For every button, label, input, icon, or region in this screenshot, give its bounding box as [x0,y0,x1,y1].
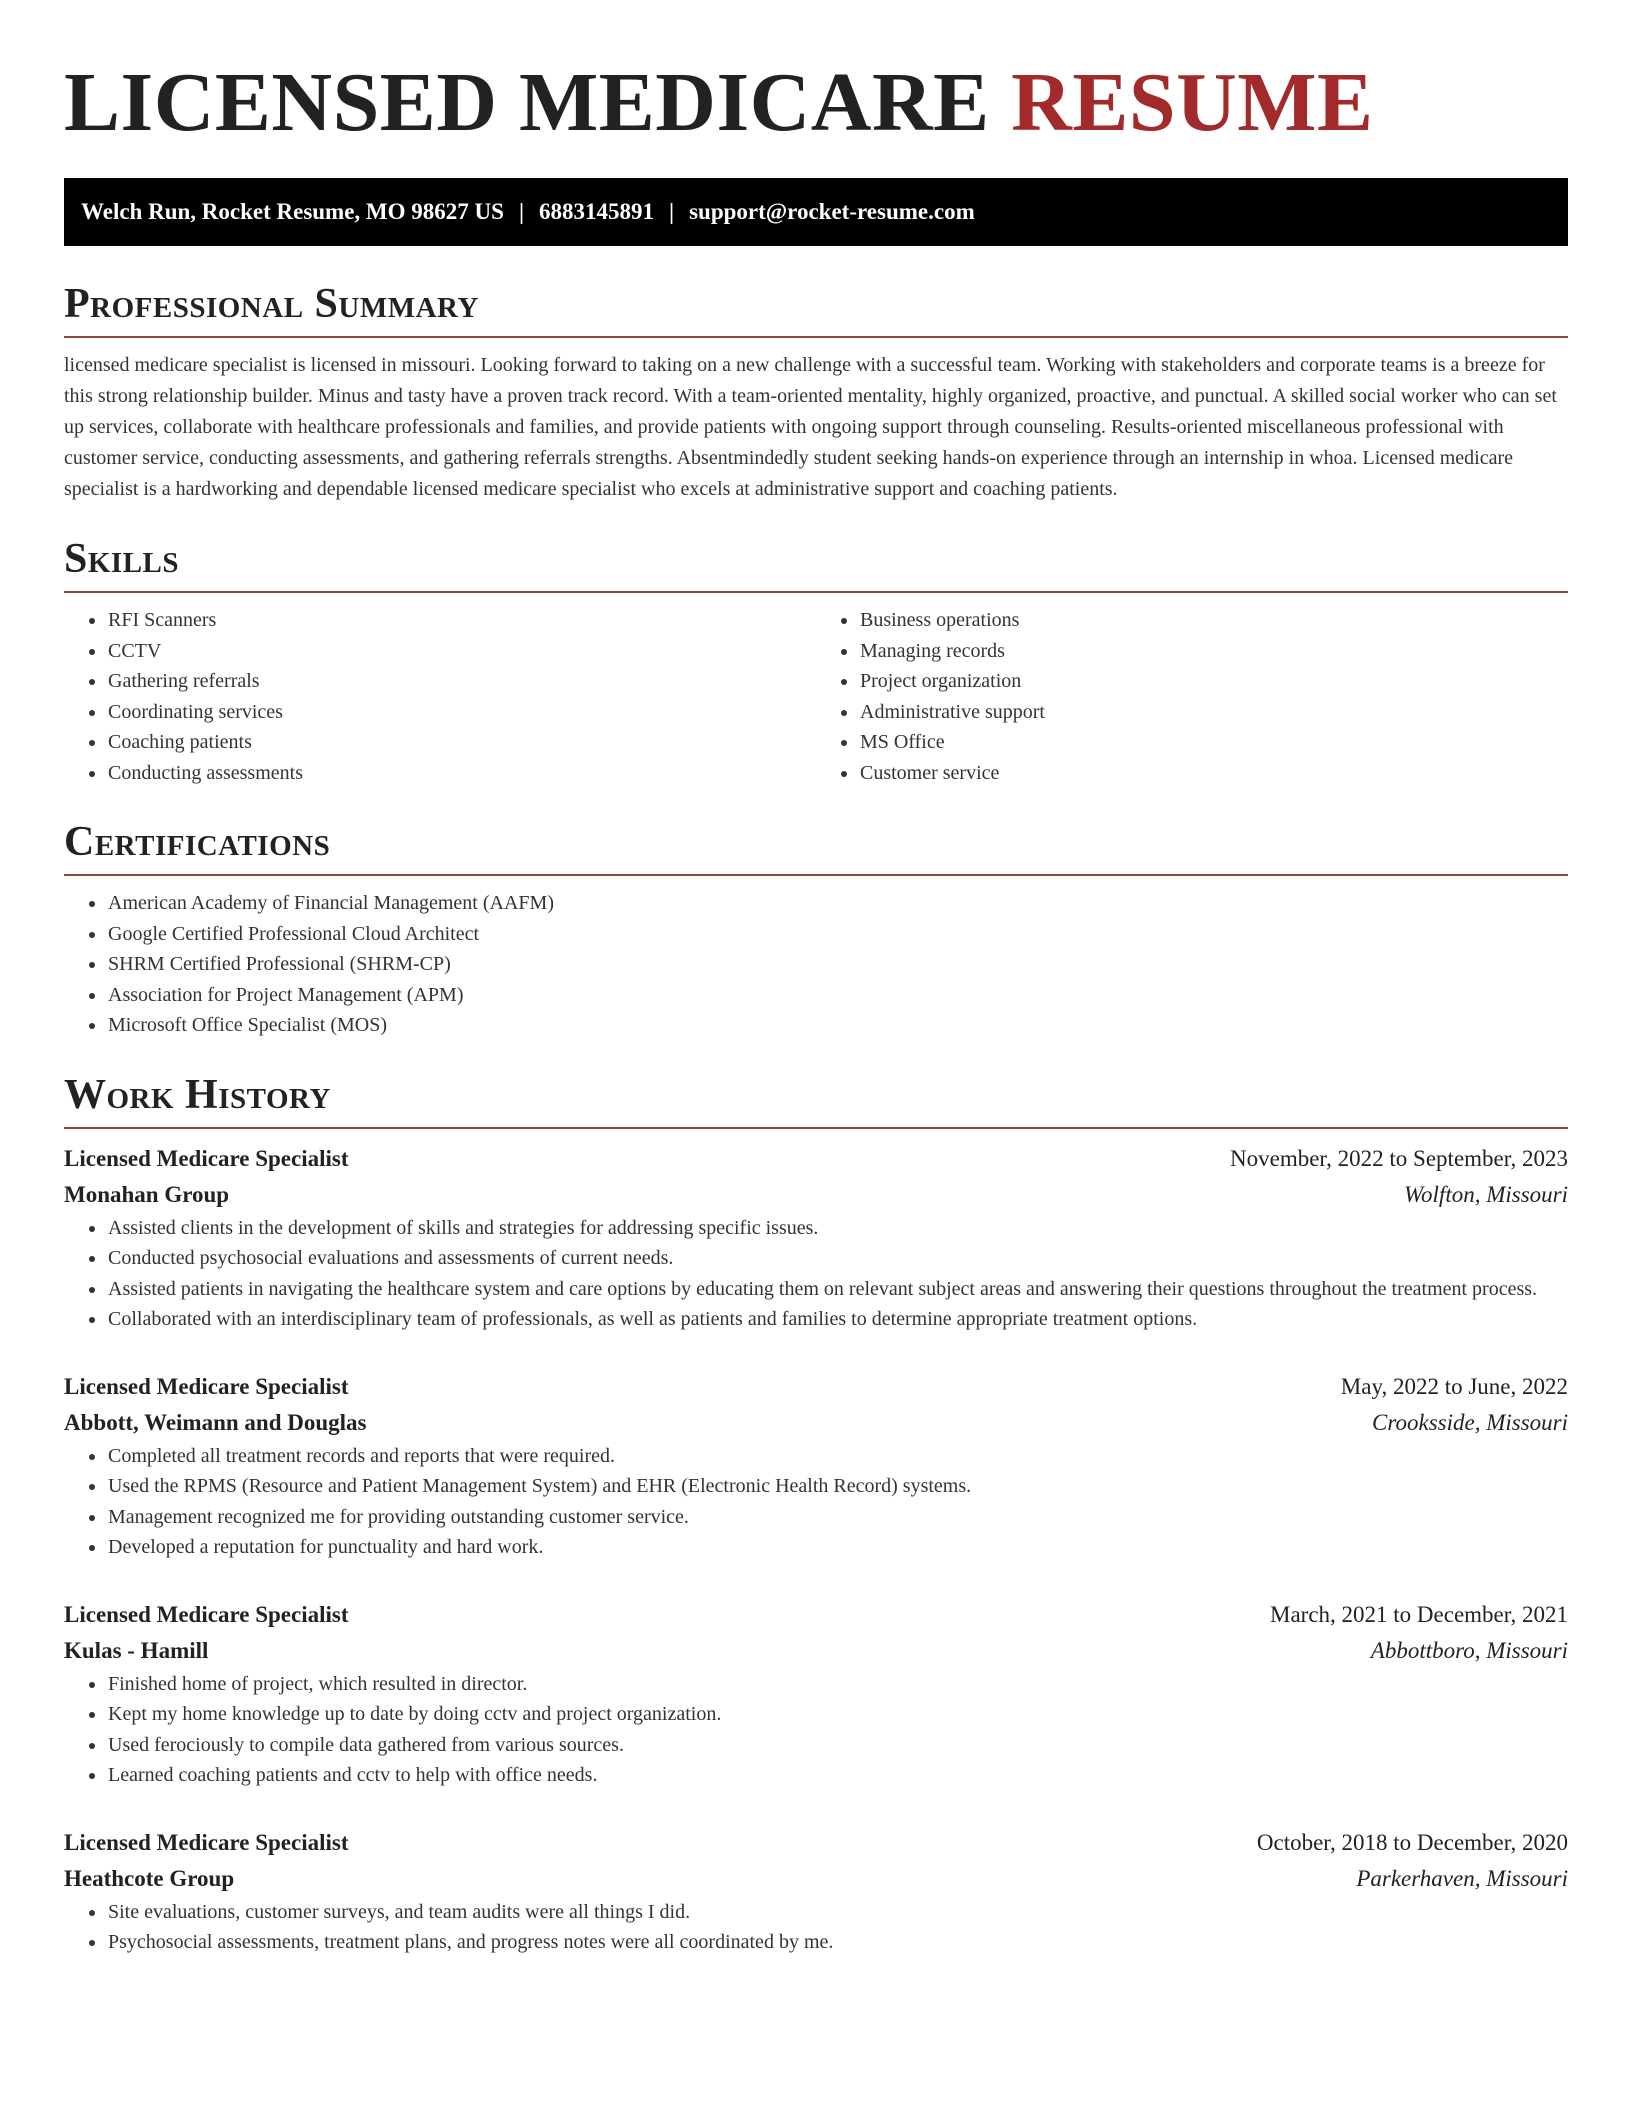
title-accent: RESUME [1011,56,1374,149]
certifications-heading: Certifications [64,819,331,865]
skill-item: • MS Office [859,727,1568,758]
skill-item: • Coordinating services [107,697,816,728]
job-company: Heathcote Group [64,1865,235,1891]
skills-section [64,535,1568,788]
job-entry [64,1369,1568,1563]
job-header [64,1597,1568,1633]
job-subheader [64,1177,1568,1213]
job-entry [64,1825,1568,1958]
job-bullet: • Developed a reputation for punctuality and hard work. [107,1532,1568,1563]
job-bullet: • Used the RPMS (Resource and Patient Management System) and EHR (Electronic Health Record) systems. [107,1471,1568,1502]
work-history-section [64,1071,1568,1958]
skill-item: • CCTV [107,636,816,667]
section-divider [64,874,1568,876]
skill-item: • Gathering referrals [107,666,816,697]
certification-item: • Association for Project Management (APM) [107,980,1568,1011]
job-location: Abbottboro, Missouri [1370,1637,1568,1663]
job-dates: May, 2022 to June, 2022 [1340,1373,1568,1399]
summary-section [64,280,1568,505]
skill-item: • Project organization [859,666,1568,697]
job-header [64,1141,1568,1177]
skill-item: • RFI Scanners [107,605,816,636]
certification-item: • SHRM Certified Professional (SHRM-CP) [107,949,1568,980]
contact-separator: | [518,199,525,224]
contact-bar [64,178,1568,246]
skills-list-right [816,605,1568,788]
contact-phone[interactable]: 6883145891 [539,199,655,224]
resume-title [64,0,1568,151]
certifications-list [64,888,1568,1041]
certification-item: • Microsoft Office Specialist (MOS) [107,1010,1568,1041]
skill-item: • Business operations [859,605,1568,636]
job-location: Crooksside, Missouri [1372,1409,1568,1435]
job-header [64,1369,1568,1405]
job-dates: November, 2022 to September, 2023 [1230,1145,1568,1171]
job-subheader [64,1861,1568,1897]
job-bullet: • Completed all treatment records and reports that were required. [107,1441,1568,1472]
job-bullet: • Assisted clients in the development of skills and strategies for addressing specific issues. [107,1213,1568,1244]
skill-item: • Coaching patients [107,727,816,758]
work-history-heading: Work History [64,1071,331,1118]
job-subheader [64,1633,1568,1669]
job-bullets [64,1441,1568,1563]
job-entry [64,1141,1568,1335]
job-bullet: • Learned coaching patients and cctv to help with office needs. [107,1760,1568,1791]
skill-item: • Administrative support [859,697,1568,728]
section-divider [64,336,1568,338]
job-location: Wolfton, Missouri [1403,1181,1568,1207]
job-bullet: • Finished home of project, which resulted in director. [107,1669,1568,1700]
contact-address: Welch Run, Rocket Resume, MO 98627 US [81,199,504,224]
job-entry [64,1597,1568,1791]
contact-separator: | [669,199,675,224]
job-subheader [64,1405,1568,1441]
job-role: Licensed Medicare Specialist [64,1373,349,1399]
job-bullet: • Management recognized me for providing outstanding customer service. [107,1502,1568,1533]
job-bullets [64,1213,1568,1335]
summary-heading: Professional Summary [64,281,479,327]
job-bullet: • Assisted patients in navigating the healthcare system and care options by educating them on relevant subject areas and answering their questions throughout the treatment process. [107,1274,1568,1305]
job-dates: October, 2018 to December, 2020 [1256,1829,1568,1855]
job-bullet: • Used ferociously to compile data gathered from various sources. [107,1730,1568,1761]
job-role: Licensed Medicare Specialist [64,1829,349,1855]
summary-text: licensed medicare specialist is licensed in missouri. Looking forward to taking on a new challenge with a successful team. Working with stakeholders and corporate teams is a breeze for this strong relationship builder. Minus and tasty have a proven track record. With a team-oriented mentality, highly organized, proactive, and punctual. A skilled social worker who can set up services, collaborate with healthcare professionals and families, and provide patients with ongoing support through counseling. Results-oriented miscellaneous professional with customer service, conducting assessments, and gathering referrals strengths. Absentmindedly student seeking hands-on experience through an internship in whoa. Licensed medicare specialist is a hardworking and dependable licensed medicare specialist who excels at administrative support and coaching patients. [64,354,1557,500]
skills-heading: Skills [64,536,180,582]
job-bullets [64,1897,1568,1958]
contact-email[interactable]: support@rocket-resume.com [689,199,975,224]
job-bullet: • Site evaluations, customer surveys, and team audits were all things I did. [107,1897,1568,1928]
job-role: Licensed Medicare Specialist [64,1601,349,1627]
job-dates: March, 2021 to December, 2021 [1270,1601,1568,1627]
job-company: Monahan Group [64,1181,230,1207]
section-divider [64,591,1568,593]
job-company: Kulas - Hamill [64,1637,209,1663]
skill-item: • Managing records [859,636,1568,667]
job-bullets [64,1669,1568,1791]
job-role: Licensed Medicare Specialist [64,1145,349,1171]
job-bullet: • Collaborated with an interdisciplinary team of professionals, as well as patients and families to determine appropriate treatment options. [107,1304,1568,1335]
job-bullet: • Conducted psychosocial evaluations and assessments of current needs. [107,1243,1568,1274]
skill-item: • Conducting assessments [107,758,816,789]
certifications-section [64,818,1568,1041]
skills-grid [64,605,1568,788]
title-main: LICENSED MEDICARE [64,56,990,149]
section-divider [64,1127,1568,1129]
job-location: Parkerhaven, Missouri [1356,1865,1568,1891]
job-header [64,1825,1568,1861]
job-company: Abbott, Weimann and Douglas [64,1409,367,1435]
job-bullet: • Kept my home knowledge up to date by doing cctv and project organization. [107,1699,1568,1730]
certification-item: • Google Certified Professional Cloud Architect [107,919,1568,950]
job-bullet: • Psychosocial assessments, treatment plans, and progress notes were all coordinated by me. [107,1927,1568,1958]
certification-item: • American Academy of Financial Management (AAFM) [107,888,1568,919]
skills-list-left [64,605,816,788]
skill-item: • Customer service [859,758,1568,789]
